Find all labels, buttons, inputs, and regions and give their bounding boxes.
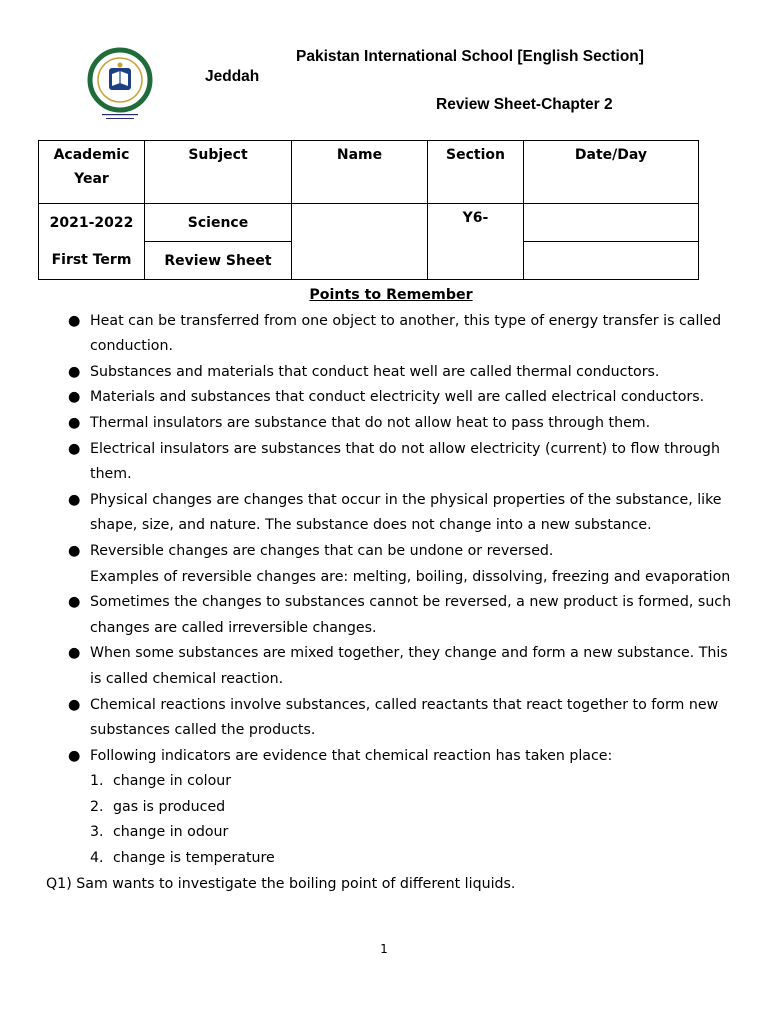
review-content	[46, 283, 736, 897]
bullet-icon: ●	[68, 491, 81, 508]
list-item: ● Reversible changes are changes that can be undone or reversed.	[46, 539, 736, 565]
table-header-cell: Section	[428, 141, 524, 204]
question-text: Q1) Sam wants to investigate the boiling point of different liquids.	[46, 875, 516, 892]
list-item: ● Materials and substances that conduct electricity well are called electrical conductors.	[46, 385, 736, 411]
points-list	[46, 590, 736, 769]
sheet-type-cell: Review Sheet	[145, 242, 292, 280]
points-list	[46, 309, 736, 565]
list-item: ● Following indicators are evidence that chemical reaction has taken place:	[46, 744, 736, 770]
school-city: Jeddah	[205, 68, 260, 85]
list-item: ● Electrical insulators are substances that do not allow electricity (current) to flow through them.	[46, 437, 736, 488]
examples-line: Examples of reversible changes are: melting, boiling, dissolving, freezing and evaporation	[90, 568, 731, 585]
indicators-list	[46, 769, 736, 871]
list-item: 2. gas is produced	[90, 798, 226, 815]
list-item: 4. change is temperature	[90, 850, 275, 867]
academic-year-cell: 2021-2022	[39, 204, 145, 242]
bullet-icon: ●	[68, 645, 81, 662]
term-cell: First Term	[39, 242, 145, 280]
section-heading: Points to Remember	[309, 287, 473, 303]
bullet-icon: ●	[68, 389, 81, 406]
list-item: ● When some substances are mixed together, they change and form a new substance. This is called chemical reaction.	[46, 641, 736, 692]
bullet-icon: ●	[68, 747, 81, 764]
bullet-icon: ●	[68, 414, 81, 431]
bullet-icon: ●	[68, 440, 81, 457]
table-header-row	[39, 141, 699, 204]
student-info-table	[38, 140, 699, 280]
list-item: ● Sometimes the changes to substances cannot be reversed, a new product is formed, such changes are called irreversible changes.	[46, 590, 736, 641]
bullet-icon: ●	[68, 363, 81, 380]
bullet-icon: ●	[68, 312, 81, 329]
bullet-icon: ●	[68, 594, 81, 611]
sheet-title: Review Sheet-Chapter 2	[436, 96, 613, 113]
school-crest-icon	[82, 46, 158, 122]
list-item: 3. change in odour	[90, 824, 229, 841]
name-cell[interactable]	[292, 204, 428, 280]
subject-cell: Science	[145, 204, 292, 242]
page-number: 1	[380, 942, 388, 956]
table-header-cell: Academic Year	[39, 141, 145, 204]
list-item: ● Physical changes are changes that occur in the physical properties of the substance, like shape, size, and nature. The substance does not change into a new substance.	[46, 488, 736, 539]
table-header-cell: Name	[292, 141, 428, 204]
list-item: ● Heat can be transferred from one object to another, this type of energy transfer is called conduction.	[46, 309, 736, 360]
date-day-cell[interactable]	[524, 204, 699, 242]
table-row	[39, 204, 699, 242]
list-item: ● Thermal insulators are substance that do not allow heat to pass through them.	[46, 411, 736, 437]
table-header-cell: Date/Day	[524, 141, 699, 204]
school-name: Pakistan International School [English Section]	[296, 48, 644, 65]
section-cell[interactable]: Y6-	[428, 204, 524, 280]
list-item: 1. change in colour	[90, 773, 232, 790]
list-item: ● Chemical reactions involve substances, called reactants that react together to form new substances called the products.	[46, 693, 736, 744]
list-item: ● Substances and materials that conduct heat well are called thermal conductors.	[46, 360, 736, 386]
bullet-icon: ●	[68, 696, 81, 713]
date-day-cell[interactable]	[524, 242, 699, 280]
table-header-cell: Subject	[145, 141, 292, 204]
bullet-icon: ●	[68, 542, 81, 559]
